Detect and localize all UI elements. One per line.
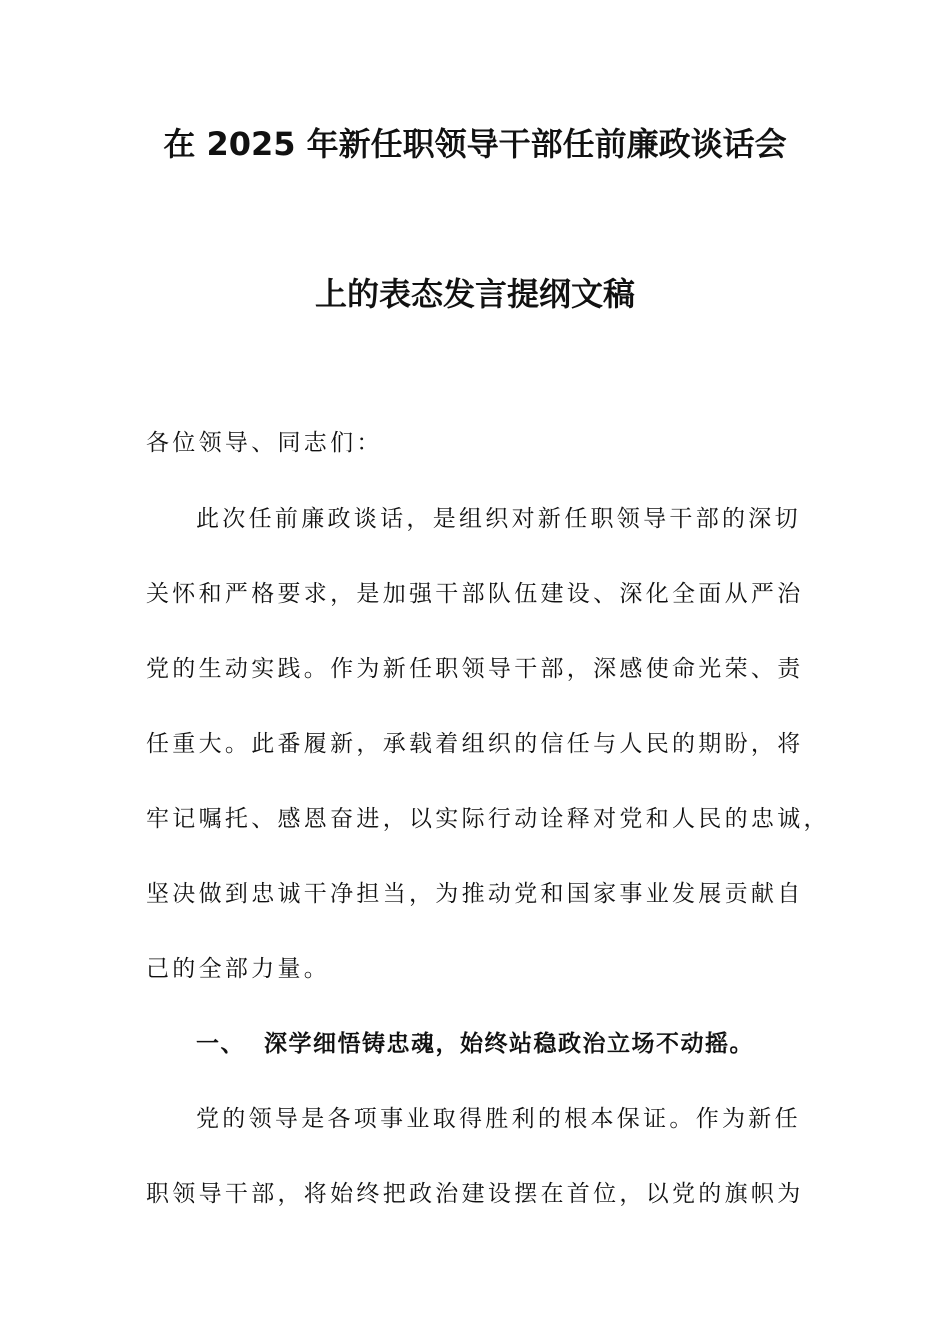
- paragraph-1-line-4: 任重大。此番履新，承载着组织的信任与人民的期盼，将: [146, 731, 804, 757]
- document-title-line-2: 上的表态发言提纲文稿: [314, 275, 635, 313]
- paragraph-2-line-2: 职领导干部，将始终把政治建设摆在首位，以党的旗帜为: [146, 1181, 804, 1207]
- section-1-number: 一、: [196, 1031, 245, 1057]
- paragraph-1-line-3: 党的生动实践。作为新任职领导干部，深感使命光荣、责: [146, 656, 804, 682]
- salutation: 各位领导、同志们：: [146, 430, 383, 456]
- paragraph-2-line-1: 党的领导是各项事业取得胜利的根本保证。作为新任: [196, 1106, 801, 1132]
- paragraph-1-line-7: 己的全部力量。: [146, 956, 331, 982]
- paragraph-1-line-2: 关怀和严格要求，是加强干部队伍建设、深化全面从严治: [146, 581, 804, 607]
- paragraph-1-line-5: 牢记嘱托、感恩奋进，以实际行动诠释对党和人民的忠诚，: [146, 806, 830, 832]
- section-1-heading-text: 深学细悟铸忠魂，始终站稳政治立场不动摇。: [264, 1031, 754, 1057]
- document-title-line-1: 在 2025 年新任职领导干部任前廉政谈话会: [163, 125, 787, 163]
- paragraph-1-line-6: 坚决做到忠诚干净担当，为推动党和国家事业发展贡献自: [146, 881, 804, 907]
- paragraph-1-line-1: 此次任前廉政谈话，是组织对新任职领导干部的深切: [196, 506, 801, 532]
- section-1-heading: [196, 1032, 754, 1057]
